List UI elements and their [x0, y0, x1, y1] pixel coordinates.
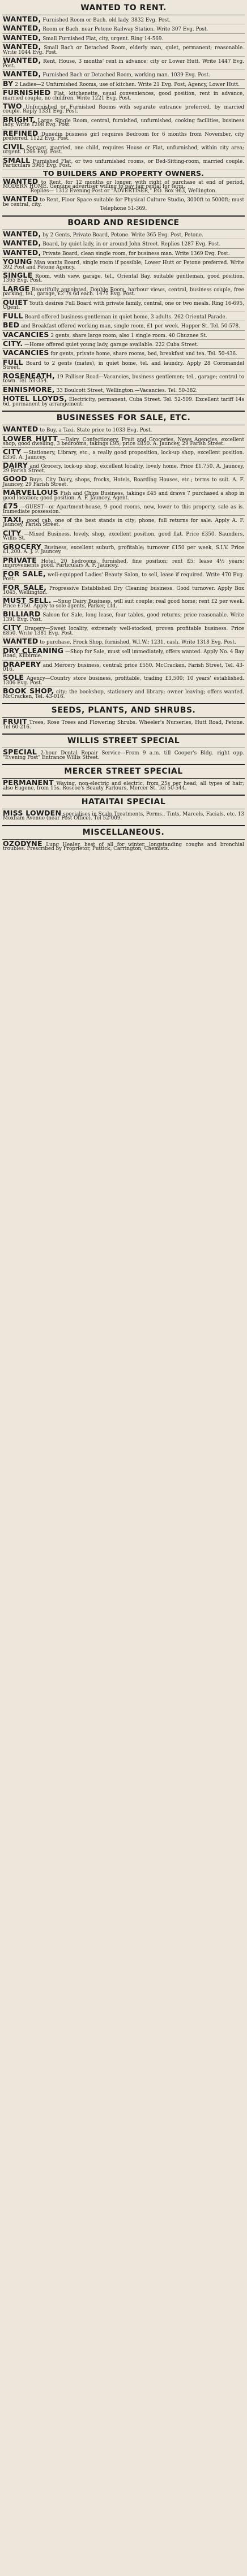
- ad-lead-word: FURNISHED: [3, 88, 51, 97]
- classified-ad: [2, 229, 245, 239]
- ad-body: 2 Ladies—2 Unfurnished Rooms, use of kitchen. Write 21 Evg. Post, Agency, Lower Hutt.: [15, 81, 240, 88]
- ad-body: and Mercery business, central; price £550. McCracken, Farish Street, Tel. 43-016.: [3, 662, 244, 672]
- classified-ad: [2, 371, 245, 386]
- ad-body: to Rent, for 12 months or longer, with right of purchase at end of period, MODERN HOME. Genuine advertiser willing to pay fair rental for term.: [3, 179, 244, 190]
- section-heading: BUSINESSES FOR SALE, ETC.: [56, 413, 191, 423]
- ad-lead-word: OZODYNE: [3, 839, 42, 848]
- classified-ad: [2, 72, 245, 79]
- classified-ad: [2, 625, 245, 637]
- classified-ad: [2, 142, 245, 157]
- classified-ad: [2, 348, 245, 358]
- classified-ad: [2, 26, 245, 33]
- ad-lead-word: TAXI,: [3, 515, 24, 524]
- classified-ad: [2, 427, 245, 434]
- ad-lead-word: CIVIL: [3, 142, 24, 151]
- classified-ad: [2, 582, 245, 597]
- ad-body: and Breakfast offered working man, single room, £1 per week. Hopper St. Tel. 50-578.: [21, 323, 240, 330]
- ad-lead-word: WANTED,: [3, 33, 41, 42]
- ad-body: Furnished Flat, or two unfurnished rooms, or Bed-Sitting-room, married couple. Particulars 3965 Evg. Post.: [3, 158, 244, 169]
- classified-ad: [2, 612, 245, 624]
- ad-body: 2 gents, share large room; also 1 single room. 40 Ghuznee St.: [50, 333, 207, 339]
- ad-body: Fish and Chips Business, takings £45 and draws 7 purchased a shop in good location; good position. A. F. Jauncey, Agent.: [3, 491, 245, 501]
- ad-lead-word: BY: [3, 79, 14, 88]
- ad-body: Rent, House, 3 months' rent in advance; city or Lower Hutt. Write 1447 Evg. Post.: [3, 59, 244, 69]
- classified-ad: [2, 284, 245, 299]
- ad-lead-word: PRIVATE: [3, 555, 37, 564]
- classified-ad: [2, 158, 245, 170]
- ad-body: Board offered business gentleman in quiet home, 3 adults. 262 Oriental Parade.: [24, 314, 227, 320]
- ad-body: well-equipped Ladies' Beauty Salon, to sell, lease if required. Write 470 Evg. Post.: [3, 572, 244, 582]
- ad-body: 2-hour Dental Repair Service—From 9 a.m. till Cooper's Bldg. right opp. "Evening Post" Entrance Willis Street.: [3, 750, 245, 761]
- ad-body: —Home offered quiet young lady, garage available. 222 Cuba Street.: [24, 342, 199, 348]
- ad-lead-word: WANTED,: [3, 229, 41, 238]
- classified-ad: [2, 297, 245, 312]
- ad-body: 19 Palliser Road—Vacancies, business gentlemen; tel., garage; central to town. Tel. 53-354.: [3, 374, 245, 385]
- ad-body: Flat, kitchenette, usual conveniences, good position, rent in advance, married couple, no children. Write 1221 Evg. Post.: [3, 91, 244, 101]
- classified-ad: [2, 780, 245, 792]
- classified-ad: [2, 257, 245, 271]
- ad-body: Private Board, clean single room, for business man. Write 1369 Evg. Post.: [42, 251, 230, 257]
- section-heading: MERCER STREET SPECIAL: [64, 767, 183, 776]
- classified-ad: [2, 81, 245, 89]
- ad-lead-word: WANTED: [3, 425, 39, 434]
- classified-ad: [2, 33, 245, 43]
- ad-lead-word: REFINED: [3, 128, 39, 137]
- ad-lead-word: CITY: [3, 528, 22, 537]
- ad-lead-word: YOUNG: [3, 257, 32, 266]
- classified-ad: [2, 639, 245, 646]
- ad-lead-word: BILLIARD: [3, 610, 41, 619]
- ad-body: Business, excellent suburb, profitable; turnover £150 per week, S.I.V. Price £1,200. A. J. F. Jauncey.: [3, 545, 244, 555]
- ad-body: —Mixed Business, lovely, shop, excellent position, good flat. Price £350. Saunders, Willis St.: [3, 531, 244, 542]
- ad-body: Drapery—Sweet locality, extremely well-stocked, proven profitable business. Price £850. Write 1381 Evg. Post.: [3, 626, 244, 636]
- ad-lead-word: SOLE: [3, 673, 24, 682]
- ad-title: TO BUILDERS AND PROPERTY OWNERS.: [42, 169, 205, 178]
- ad-lead-word: CITY: [3, 623, 22, 632]
- classified-ad: [2, 463, 245, 475]
- classified-ad: [2, 675, 245, 687]
- ad-body: to Rent, Floor Space suitable for Physical Culture Studio, 3000ft to 5000ft; must be central, city.: [3, 197, 244, 208]
- ad-lead-word: CITY: [3, 447, 22, 456]
- classified-ad: [2, 270, 245, 285]
- ad-body: by 2 Gents, Private Board, Petone. Write 365 Evg. Post, Petone.: [42, 232, 203, 238]
- ad-lead-word: SINGLE: [3, 270, 33, 279]
- ad-lead-word: ENNISMORE,: [3, 385, 55, 394]
- section: [2, 795, 245, 822]
- classified-ad: [2, 808, 245, 822]
- ad-body: Unfurnished or Furnished Rooms with separate entrance preferred, by married couple. Reply 1331 Evg. Post.: [3, 104, 244, 115]
- classified-ad: [2, 646, 245, 661]
- ad-lead-word: CITY.: [3, 339, 23, 348]
- classified-ad: [2, 598, 245, 610]
- ad-body: Board, by quiet lady, in or around John Street. Replies 1287 Evg. Post.: [42, 241, 221, 248]
- section-divider: [2, 411, 245, 412]
- ad-lead-word: GOOD: [3, 474, 28, 484]
- ad-lead-word: FRUIT: [3, 717, 27, 726]
- classified-ad: [2, 447, 245, 461]
- ad-body: specialises in Scalp Treatments, Perms., Tints, Marcels, Facials, etc. 13 Moxham Avenue (near Post Office). Tel 52-009.: [3, 811, 244, 822]
- classified-ad: [2, 659, 245, 674]
- ad-body: Room or Bach. near Petone Railway Station. Write 307 Evg. Post.: [42, 27, 208, 33]
- classified-ad: [2, 839, 245, 853]
- classified-ad: [2, 323, 245, 330]
- heading-underline: [2, 717, 245, 718]
- ad-body: to Buy, a Taxi. State price to 1033 Evg. Post.: [40, 428, 152, 434]
- section: [2, 411, 245, 700]
- section: [2, 3, 245, 213]
- section-heading: WANTED TO RENT.: [80, 3, 167, 12]
- classified-ad: [2, 555, 245, 570]
- ad-lead-word: QUIET: [3, 297, 28, 307]
- classified-ad: [2, 248, 245, 258]
- ad-lead-word: DRY CLEANING: [3, 646, 64, 655]
- ad-body: Beautifully appointed, Double Room, harbour views, central, business couple, free parking, tel., garage, £2 7s 6d each. 1475 Evg. Post.: [3, 287, 245, 297]
- classified-ad: [2, 197, 245, 212]
- section: [2, 703, 245, 731]
- ad-body: and Grocery, lock-up shop, excellent locality, lovely home. Price £1,750. A. Jauncey, 29 Farish Street.: [3, 464, 244, 474]
- section-divider: [2, 764, 245, 765]
- ad-body: Room, with view, garage, tel., Oriental Bay, suitable gentleman, good position. 1365 Evg. Post.: [3, 273, 244, 284]
- ad-lead-word: DRAPERY: [3, 659, 41, 668]
- ad-body: 33 Boulcott Street, Wellington.—Vacancies. Tel. 50-382.: [56, 387, 198, 394]
- classified-ad: [2, 128, 245, 143]
- ad-lead-word: LARGE: [3, 284, 30, 293]
- ad-lead-word: WANTED,: [3, 56, 41, 65]
- ad-body: —GUEST—or Apartment-house, 9 good rooms, new, lower to this property, sale as is. Immediate possession.: [3, 504, 244, 515]
- ad-lead-word: WANTED: [3, 195, 39, 204]
- ad-body: Electricity, permanent, Cuba Street. Tel. 52-509. Excellent tariff 14s 6d, permanent by arrangement.: [3, 397, 245, 407]
- classified-ad: [2, 569, 245, 584]
- ad-lead-word: GROCERY: [3, 542, 42, 551]
- classified-ad: [2, 330, 245, 340]
- section-divider: [2, 215, 245, 217]
- ad-body: Small Bach or Detached Room, elderly man, quiet, permanent; reasonable. Write 1044 Evg. Post.: [3, 45, 245, 55]
- ad-lead-word: VACANCIES: [3, 330, 49, 339]
- ad-body: Furnished Room or Bach. old lady. 3832 Evg. Post.: [42, 18, 171, 23]
- classified-ad: [2, 517, 245, 529]
- ad-lead-word: VACANCIES: [3, 348, 49, 357]
- ad-lead-word: WANTED,: [3, 248, 41, 257]
- ad-footer: Replies— 1312 Evening Post or "ADVERTISER," P.O. Box 963, Wellington.: [30, 188, 217, 194]
- classified-ad: [2, 241, 245, 248]
- classified-ad: [2, 58, 245, 70]
- ad-body: Saloon for Sale, long lease, four tables, good returns; price reasonable. Write 1391 Evg. Post.: [3, 612, 245, 623]
- ad-lead-word: MARVELLOUS: [3, 488, 58, 497]
- classified-ad: [2, 101, 245, 116]
- ad-footer: Telephone 51-369.: [100, 206, 147, 212]
- ad-lead-word: SPECIAL: [3, 748, 37, 757]
- ad-body: to purchase, Frock Shop, furnished, W.I.W.; 1231, cash. Write 1318 Evg. Post.: [40, 640, 236, 646]
- ad-lead-word: ROSENEATH,: [3, 371, 55, 380]
- section-heading: WILLIS STREET SPECIAL: [67, 736, 180, 746]
- ad-lead-word: FOR SALE,: [3, 582, 47, 592]
- ad-body: —Snug Dairy Business, will suit couple; real good home; rent £2 per week. Price £750. Apply to sole agents, Parker, Ltd.: [3, 599, 245, 609]
- ad-lead-word: FOR SALE,: [3, 569, 46, 578]
- ad-lead-word: BRIGHT,: [3, 115, 36, 124]
- ad-body: Board to 2 gents (mates), in quiet home, tel. and laundry. Apply 28 Coromandel Street.: [3, 360, 244, 371]
- ad-lead-word: WANTED,: [3, 239, 41, 248]
- ad-lead-word: WANTED,: [3, 15, 41, 23]
- classified-ad: [2, 474, 245, 489]
- ad-lead-word: SMALL: [3, 156, 31, 165]
- ad-body: —Stationery, Library, etc., a really good proposition, lock-up shop, excellent position. £350. A. Jauncey.: [3, 450, 244, 460]
- ad-lead-word: WANTED: [3, 176, 39, 185]
- classified-ad: [2, 311, 245, 321]
- section-divider: [2, 825, 245, 826]
- ad-lead-word: LOWER HUTT: [3, 434, 58, 443]
- ad-lead-word: MISS LOWDEN: [3, 808, 62, 817]
- classified-ad: [2, 490, 245, 502]
- ad-body: Furnished Bach or Detached Room, working man. 1039 Evg. Post.: [42, 72, 210, 79]
- section-divider: [2, 733, 245, 735]
- classified-ad: [2, 17, 245, 24]
- ad-body: —Shop for Sale, must sell immediately, offers wanted. Apply No. 4 Bay Road, Kilbirnie.: [3, 649, 245, 659]
- ad-body: Lung Healer, best of all for winter, longstanding coughs and bronchial troubles. Prescribed by Proprietor, Puttick, Carrington, Chemists.: [3, 842, 244, 852]
- ad-body: for gents, private home, share rooms, bed, breakfast and tea. Tel. 50-436.: [50, 351, 237, 357]
- classified-ad: [2, 169, 245, 178]
- classified-ad: [2, 719, 245, 731]
- ad-lead-word: WANTED,: [3, 42, 41, 51]
- section-heading: SEEDS, PLANTS, AND SHRUBS.: [51, 706, 196, 715]
- ad-body: Man wants Board, single room if possible; Lower Hutt or Petone preferred. Write 392 Post and Petone Agency.: [3, 260, 244, 270]
- section-divider: [2, 795, 245, 796]
- section-heading: BOARD AND RESIDENCE: [67, 218, 180, 227]
- ad-lead-word: BED: [3, 321, 20, 330]
- section: [2, 733, 245, 761]
- ad-lead-word: PERMANENT: [3, 778, 54, 787]
- ad-body: Agency—Country store business, profitable, trading £3,500; 10 years' established. 1306 Evg. Post.: [3, 676, 245, 686]
- classified-ad: [2, 542, 245, 556]
- section-divider: [2, 703, 245, 704]
- classified-ad: [2, 528, 245, 543]
- section-heading: MISCELLANEOUS.: [82, 827, 165, 837]
- classified-ad: [2, 176, 245, 195]
- ad-lead-word: FULL: [3, 311, 23, 320]
- classified-ad: [2, 339, 245, 349]
- ad-body: Youth desires Full Board with private family, central, one or two meals. Ring 16-695, Ugent.: [3, 300, 244, 311]
- ad-body: Buys. City Dairy, shops, frocks, Hotels, Boarding Houses, etc.; terms to suit. A. F. Jauncey, 29 Farish Street.: [3, 477, 245, 487]
- classified-ad: [2, 504, 245, 516]
- classified-ad: [2, 689, 245, 700]
- ad-body: Small Furnished Flat, city, urgent. Ring 14-569.: [42, 36, 164, 42]
- classified-ad: [2, 115, 245, 130]
- classified-ad: [2, 387, 245, 395]
- ad-lead-word: WANTED: [3, 637, 39, 646]
- classified-ad: [2, 434, 245, 448]
- classified-ad: [2, 750, 245, 761]
- ad-body: city; the bookshop, stationery and library; owner leaving; offers wanted. McCracken, Tel. 43-016.: [3, 689, 245, 700]
- ad-lead-word: TWO: [3, 101, 22, 110]
- section: [2, 215, 245, 408]
- classified-ad: [2, 357, 245, 372]
- ad-body: Large Single Room, central, furnished, unfurnished, cooking facilities, business lady. Write 1208 Evg. Post.: [3, 118, 244, 128]
- classified-ad: [2, 90, 245, 102]
- ad-lead-word: BOOK SHOP,: [3, 687, 54, 696]
- ad-body: Waving, non-electric and electric, from 25s per head; all types of hair; also Eugene, from 15s. Roscoe's Beauty Parlours, Mercer St. Tel 50-544.: [3, 781, 245, 791]
- classified-ad: [2, 42, 245, 57]
- ad-lead-word: £75: [3, 502, 18, 511]
- ad-body: Trees, Rose Trees and Flowering Shrubs. Wheeler's Nurseries, Hutt Road, Petone. Tel 60-216.: [3, 720, 244, 730]
- ad-body: good cab, one of the best stands in city; phone, full returns for sale. Apply A. F. Jauncey, Farish Street.: [3, 518, 245, 528]
- ad-body: Dunedin business girl requires Bedroom for 6 months from November, city preferred. 1122 Evg. Post.: [3, 131, 245, 142]
- ad-lead-word: FULL: [3, 357, 23, 366]
- ad-lead-word: DAIRY: [3, 461, 28, 470]
- ad-lead-word: WANTED,: [3, 24, 41, 33]
- ad-body: —Dairy, Confectionery, Fruit and Groceries, News Agencies, excellent shop, good dwelling, 3 bedrooms, takings £95; price £850. A. Jauncey, 29 Farish Street.: [3, 437, 244, 447]
- classified-ad: [2, 396, 245, 408]
- section-heading: HATAITAI SPECIAL: [81, 797, 166, 806]
- ad-lead-word: WANTED,: [3, 70, 41, 79]
- section: [2, 825, 245, 853]
- ad-lead-word: MUST SELL.: [3, 596, 52, 605]
- ad-body: Progressive Established Dry Cleaning business. Good turnover. Apply Box 1045, Wellington.: [3, 585, 244, 596]
- ad-body: Servant, married, one child, requires House or Flat, unfurnished, within city area; urgent. 1266 Evg. Post.: [3, 145, 245, 156]
- section: [2, 764, 245, 792]
- ad-body: Hotel, 20 bedrooms, furnished, fine position; rent £5; lease 4½ years; improvements good. Particulars A. F. Jauncey.: [3, 558, 245, 569]
- ad-lead-word: HOTEL LLOYDS,: [3, 394, 67, 403]
